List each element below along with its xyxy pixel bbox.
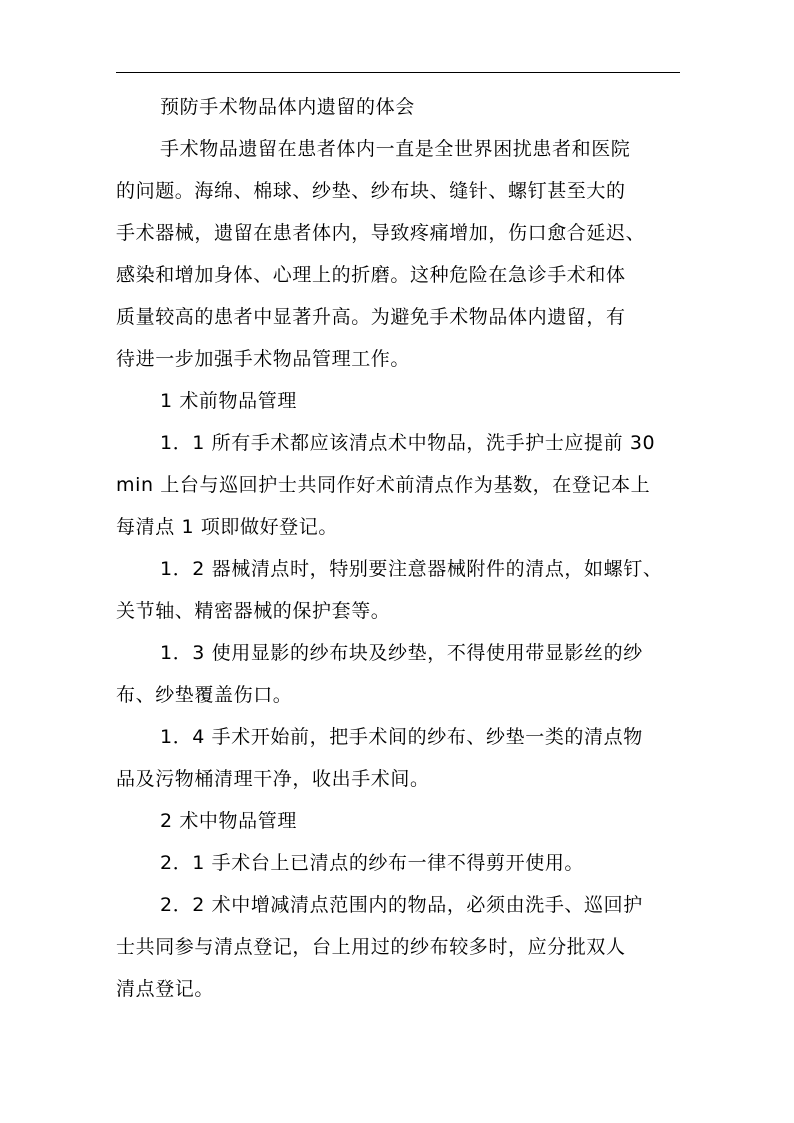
paragraph-line: 待进一步加强手术物品管理工作。 [116, 348, 411, 370]
paragraph-line: 2．1 手术台上已清点的纱布一律不得剪开使用。 [160, 852, 585, 874]
paragraph-line: 关节轴、精密器械的保护套等。 [116, 600, 391, 622]
section-heading: 1 术前物品管理 [160, 390, 297, 412]
paragraph-line: 质量较高的患者中显著升高。为避免手术物品体内遗留，有 [116, 306, 626, 328]
paragraph-line: 手术物品遗留在患者体内一直是全世界困扰患者和医院 [160, 138, 631, 160]
paragraph-line: 1．4 手术开始前，把手术间的纱布、纱垫一类的清点物 [160, 726, 643, 748]
paragraph-line: 布、纱垫覆盖伤口。 [116, 684, 293, 706]
paragraph-line: 感染和增加身体、心理上的折磨。这种危险在急诊手术和体 [116, 264, 626, 286]
header-rule [116, 72, 680, 73]
paragraph-line: 1．3 使用显影的纱布块及纱垫，不得使用带显影丝的纱 [160, 642, 643, 664]
document-title: 预防手术物品体内遗留的体会 [160, 96, 415, 118]
paragraph-line: 1．2 器械清点时，特别要注意器械附件的清点，如螺钉、 [160, 558, 663, 580]
paragraph-line: 品及污物桶清理干净，收出手术间。 [116, 768, 430, 790]
paragraph-line: 1．1 所有手术都应该清点术中物品，洗手护士应提前 30 [160, 432, 656, 454]
paragraph-line: 士共同参与清点登记，台上用过的纱布较多时，应分批双人 [116, 936, 626, 958]
paragraph-line: 的问题。海绵、棉球、纱垫、纱布块、缝针、螺钉甚至大的 [116, 180, 626, 202]
paragraph-line: 2．2 术中增减清点范围内的物品，必须由洗手、巡回护 [160, 894, 643, 916]
paragraph-line: 清点登记。 [116, 978, 215, 1000]
paragraph-line: 手术器械，遗留在患者体内，导致疼痛增加，伤口愈合延迟、 [116, 222, 646, 244]
section-heading: 2 术中物品管理 [160, 810, 297, 832]
paragraph-line: min 上台与巡回护士共同作好术前清点作为基数，在登记本上 [116, 474, 651, 496]
paragraph-line: 每清点 1 项即做好登记。 [116, 516, 338, 538]
document-body [116, 86, 682, 1010]
